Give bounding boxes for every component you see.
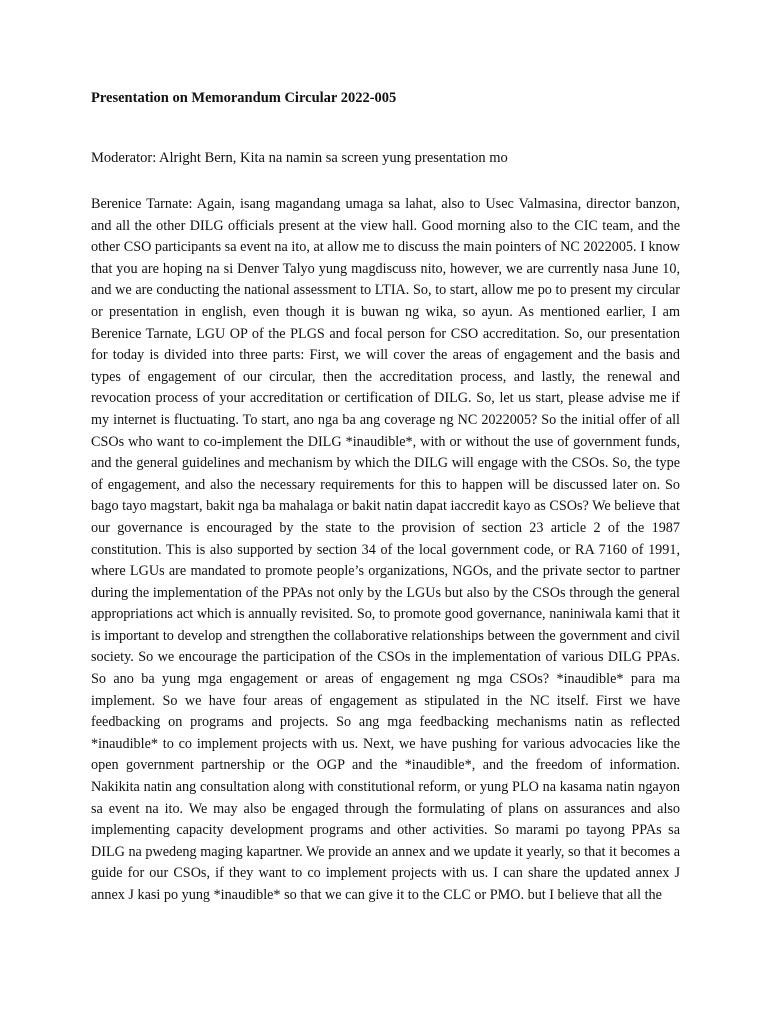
moderator-line: Moderator: Alright Bern, Kita na namin sa screen yung presentation mo <box>91 150 508 166</box>
document-page <box>91 88 680 907</box>
document-title: Presentation on Memorandum Circular 2022-005 <box>91 90 397 106</box>
speaker-paragraph: Berenice Tarnate: Again, isang magandang umaga sa lahat, also to Usec Valmasina, director banzon, and all the other DILG officials present at the view hall. Good morning also to the CIC team, and the other CSO participants sa event na ito, at allow me to discuss the main pointers of NC 2022005. I know that you are hoping na si Denver Talyo yung magdiscuss nito, however, we are currently nasa June 10, and we are conducting the national assessment to LTIA. So, to start, allow me po to present my circular or presentation in english, even though it is buwan ng wika, so ayun. As mentioned earlier, I am Berenice Tarnate, LGU OP of the PLGS and focal person for CSO accreditation. So, our presentation for today is divided into three parts: First, we will cover the areas of engagement and the basis and types of engagement of our circular, then the accreditation process, and lastly, the renewal and revocation process of your accreditation or certification of DILG. So, let us start, please advise me if my internet is fluctuating. To start, ano nga ba ang coverage ng NC 2022005? So the initial offer of all CSOs who want to co-implement the DILG *inaudible*, with or without the use of government funds, and the general guidelines and mechanism by which the DILG will engage with the CSOs. So, the type of engagement, and also the necessary requirements for this to happen will be discussed later on. So bago tayo magstart, bakit nga ba mahalaga or bakit natin dapat iaccredit kayo as CSOs? We believe that our governance is encouraged by the state to the provision of section 23 article 2 of the 1987 constitution. This is also supported by section 34 of the local government code, or RA 7160 of 1991, where LGUs are mandated to promote people’s organizations, NGOs, and the private sector to partner during the implementation of the PPAs not only by the LGUs but also by the CSOs through the general appropriations act which is annually revisited. So, to promote good governance, naniniwala kami that it is important to develop and strengthen the collaborative relationships between the government and civil society. So we encourage the participation of the CSOs in the implementation of various DILG PPAs. So ano ba yung mga engagement or areas of engagement ng mga CSOs? *inaudible* para ma implement. So we have four areas of engagement as stipulated in the NC itself. First we have feedbacking on programs and projects. So ang mga feedbacking mechanisms natin as reflected *inaudible* to co implement projects with us. Next, we have pushing for various advocacies like the open government partnership or the OGP and the *inaudible*, and the freedom of information. Nakikita natin ang consultation along with constitutional reform, or yung PLO na kasama natin ngayon sa event na ito. We may also be engaged through the formulating of plans on assurances and also implementing capacity development programs and other activities. So marami po tayong PPAs sa DILG na pwedeng maging kapartner. We provide an annex and we update it yearly, so that it becomes a guide for our CSOs, if they want to co implement projects with us. I can share the updated annex J annex J kasi po yung *inaudible* so that we can give it to the CLC or PMO. but I believe that all the <box>91 196 680 903</box>
